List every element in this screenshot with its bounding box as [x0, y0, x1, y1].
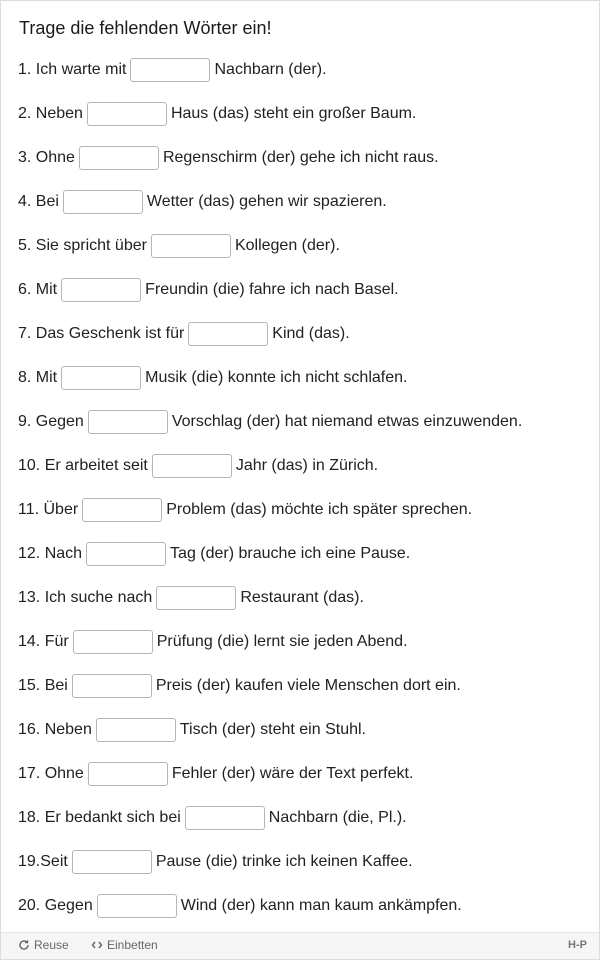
reuse-button[interactable]	[18, 938, 69, 952]
sentence-text-after: Wind (der) kann man kaum ankämpfen.	[180, 897, 462, 914]
sentence-row	[18, 57, 327, 83]
sentence-text-after: Restaurant (das).	[240, 589, 364, 606]
sentence-text-before: 1. Ich warte mit	[18, 61, 127, 78]
sentence-text-after: Jahr (das) in Zürich.	[235, 457, 379, 474]
sentence-text-before: 6. Mit	[18, 281, 58, 298]
sentence-text-after: Regenschirm (der) gehe ich nicht raus.	[162, 149, 439, 166]
sentence-text-after: Nachbarn (der).	[214, 61, 327, 78]
sentence-row	[18, 453, 378, 479]
sentence-text-after: Pause (die) trinke ich keinen Kaffee.	[155, 853, 413, 870]
blank-input[interactable]	[72, 850, 152, 874]
sentence-row	[18, 277, 399, 303]
blank-input[interactable]	[151, 234, 231, 258]
blank-input[interactable]	[97, 894, 177, 918]
sentence-text-before: 20. Gegen	[18, 897, 93, 914]
blank-input[interactable]	[88, 410, 168, 434]
sentence-text-before: 11. Über	[18, 501, 79, 518]
sentence-text-after: Preis (der) kaufen viele Menschen dort ein.	[155, 677, 461, 694]
sentence-text-before: 7. Das Geschenk ist für	[18, 325, 185, 342]
sentence-text-before: 2. Neben	[18, 105, 83, 122]
sentence-row	[18, 365, 407, 391]
sentence-text-before: 8. Mit	[18, 369, 58, 386]
sentence-row	[18, 849, 413, 875]
sentence-text-before: 15. Bei	[18, 677, 68, 694]
blank-input[interactable]	[88, 762, 168, 786]
sentence-row	[18, 717, 366, 743]
sentence-text-before: 4. Bei	[18, 193, 59, 210]
sentence-text-after: Problem (das) möchte ich später sprechen.	[166, 501, 473, 518]
sentence-text-before: 19.Seit	[18, 853, 68, 870]
sentence-text-after: Tisch (der) steht ein Stuhl.	[179, 721, 366, 738]
blank-input[interactable]	[72, 674, 152, 698]
sentence-text-before: 14. Für	[18, 633, 69, 650]
blank-input[interactable]	[130, 58, 210, 82]
sentence-text-before: 17. Ohne	[18, 765, 84, 782]
sentence-text-before: 18. Er bedankt sich bei	[18, 809, 181, 826]
blank-input[interactable]	[86, 542, 166, 566]
sentence-text-after: Freundin (die) fahre ich nach Basel.	[145, 281, 399, 298]
embed-button[interactable]	[91, 938, 158, 952]
sentence-row	[18, 145, 439, 171]
sentence-text-before: 16. Neben	[18, 721, 92, 738]
blank-input[interactable]	[152, 454, 232, 478]
blank-input[interactable]	[185, 806, 265, 830]
blank-input[interactable]	[61, 278, 141, 302]
blank-input[interactable]	[96, 718, 176, 742]
embed-label: Einbetten	[107, 938, 158, 952]
sentence-row	[18, 585, 364, 611]
sentence-row	[18, 409, 522, 435]
reuse-label: Reuse	[34, 938, 69, 952]
sentence-row	[18, 233, 340, 259]
blank-input[interactable]	[73, 630, 153, 654]
h5p-logo[interactable]: H-P	[568, 939, 587, 951]
blank-input[interactable]	[156, 586, 236, 610]
task-title: Trage die fehlenden Wörter ein!	[19, 18, 272, 38]
sentence-text-after: Musik (die) konnte ich nicht schlafen.	[145, 369, 408, 386]
sentence-row	[18, 893, 462, 919]
blank-input[interactable]	[61, 366, 141, 390]
sentence-row	[18, 673, 461, 699]
blank-input[interactable]	[87, 102, 167, 126]
sentence-row	[18, 189, 387, 215]
sentence-row	[18, 541, 410, 567]
sentence-row	[18, 497, 472, 523]
sentence-text-after: Prüfung (die) lernt sie jeden Abend.	[156, 633, 408, 650]
blank-input[interactable]	[63, 190, 143, 214]
sentence-text-after: Fehler (der) wäre der Text perfekt.	[171, 765, 414, 782]
sentence-text-after: Tag (der) brauche ich eine Pause.	[170, 545, 411, 562]
sentence-text-after: Kollegen (der).	[234, 237, 340, 254]
reuse-icon	[18, 939, 30, 951]
sentence-row	[18, 101, 416, 127]
sentence-text-after: Vorschlag (der) hat niemand etwas einzuwenden.	[171, 413, 523, 430]
sentence-text-before: 12. Nach	[18, 545, 83, 562]
h5p-footer	[1, 932, 599, 959]
sentence-text-before: 13. Ich suche nach	[18, 589, 153, 606]
sentence-text-after: Wetter (das) gehen wir spazieren.	[146, 193, 387, 210]
sentence-text-after: Haus (das) steht ein großer Baum.	[170, 105, 417, 122]
sentence-text-before: 10. Er arbeitet seit	[18, 457, 148, 474]
sentence-text-after: Nachbarn (die, Pl.).	[268, 809, 407, 826]
sentence-text-before: 3. Ohne	[18, 149, 75, 166]
sentence-row	[18, 629, 408, 655]
sentence-row	[18, 805, 407, 831]
blank-input[interactable]	[82, 498, 162, 522]
sentence-text-before: 5. Sie spricht über	[18, 237, 147, 254]
sentence-text-after: Kind (das).	[272, 325, 350, 342]
code-icon	[91, 939, 103, 951]
sentence-row	[18, 321, 350, 347]
sentence-text-before: 9. Gegen	[18, 413, 84, 430]
blank-input[interactable]	[188, 322, 268, 346]
sentence-row	[18, 761, 413, 787]
blank-input[interactable]	[79, 146, 159, 170]
